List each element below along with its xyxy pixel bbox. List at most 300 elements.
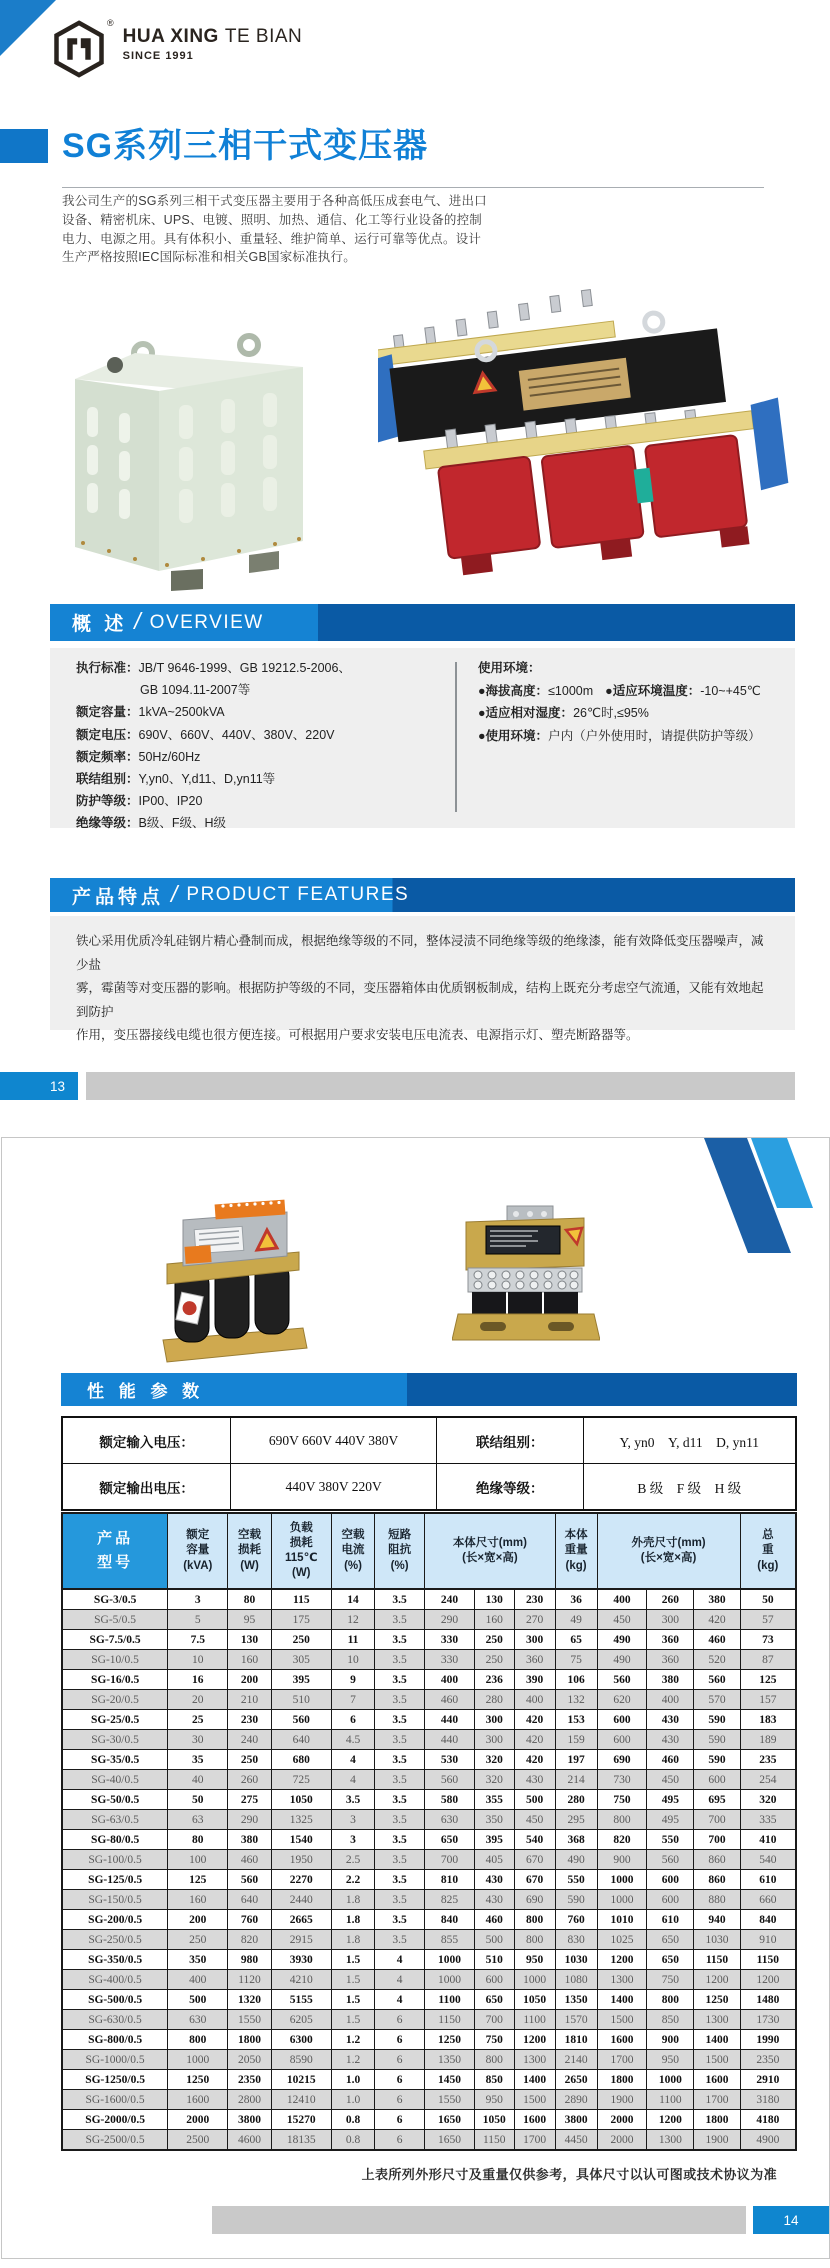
value-cell: 650 [425, 1830, 475, 1850]
value-cell: 3.5 [375, 1650, 425, 1670]
overview-heading-zh: 概 述 [72, 614, 128, 635]
value-cell: 580 [425, 1790, 475, 1810]
value-cell: 1030 [555, 1950, 597, 1970]
overview-spec-line [76, 768, 351, 790]
value-cell: 300 [647, 1610, 694, 1630]
terminal-transformer-image [452, 1204, 600, 1351]
value-cell: 1.8 [331, 1930, 374, 1950]
value-cell: 4 [331, 1770, 374, 1790]
value-cell: 560 [271, 1710, 331, 1730]
value-cell: 4900 [740, 2130, 796, 2151]
value-cell: 250 [474, 1630, 514, 1650]
value-cell: 6 [375, 2070, 425, 2090]
value-cell: 725 [271, 1770, 331, 1790]
spec-label: 额定频率： [76, 749, 139, 764]
value-cell: 15270 [271, 2110, 331, 2130]
env-value: -10~+45℃ [700, 683, 761, 698]
value-cell: 189 [740, 1730, 796, 1750]
value-cell: 0.8 [331, 2110, 374, 2130]
value-cell: 1150 [425, 2010, 475, 2030]
environment-title: 使用环境： [478, 661, 541, 675]
value-cell: 4210 [271, 1970, 331, 1990]
env-label: ●适应环境温度： [605, 683, 701, 698]
features-heading-en: PRODUCT FEATURES [186, 884, 410, 905]
spec-table-row [62, 1970, 796, 1990]
spec-table-row [62, 2110, 796, 2130]
value-cell: 1050 [474, 2110, 514, 2130]
value-cell: 380 [228, 1830, 271, 1850]
value-cell: 290 [425, 1610, 475, 1630]
description-line: 生产严格按照IEC国际标准和相关GB国家标准执行。 [62, 250, 356, 265]
rating-table [61, 1416, 797, 1511]
overview-content-box [50, 648, 795, 831]
value-cell: 440 [425, 1730, 475, 1750]
environment-line [478, 680, 761, 703]
overview-spec-line [76, 701, 351, 723]
value-cell: 16 [168, 1670, 228, 1690]
value-cell: 4 [331, 1750, 374, 1770]
value-cell: 1350 [555, 1990, 597, 2010]
model-cell: SG-150/0.5 [62, 1890, 168, 1910]
catalog-page-13 [0, 0, 830, 1110]
value-cell: 800 [597, 1810, 647, 1830]
value-cell: 400 [597, 1589, 647, 1610]
value-cell: 50 [740, 1589, 796, 1610]
value-cell: 560 [647, 1850, 694, 1870]
value-cell: 160 [228, 1650, 271, 1670]
value-cell: 6 [375, 2110, 425, 2130]
value-cell: 430 [647, 1730, 694, 1750]
value-cell: 550 [647, 1830, 694, 1850]
value-cell: 1200 [694, 1970, 740, 1990]
environment-line [478, 725, 761, 748]
spec-table-row [62, 1870, 796, 1890]
value-cell: 495 [647, 1810, 694, 1830]
value-cell: 2000 [168, 2110, 228, 2130]
value-cell: 1150 [694, 1950, 740, 1970]
brand-logo [52, 20, 302, 78]
value-cell: 355 [474, 1790, 514, 1810]
value-cell: 700 [425, 1850, 475, 1870]
enclosed-transformer-image [63, 323, 315, 603]
value-cell: 1700 [514, 2130, 555, 2151]
value-cell: 3.5 [375, 1850, 425, 1870]
value-cell: 450 [647, 1770, 694, 1790]
value-cell: 65 [555, 1630, 597, 1650]
spec-table-row [62, 1670, 796, 1690]
brand-name-bold: HUA XING [122, 26, 219, 47]
value-cell: 2140 [555, 2050, 597, 2070]
value-cell: 3.5 [375, 1730, 425, 1750]
value-cell: 590 [694, 1750, 740, 1770]
spec-table-row [62, 1810, 796, 1830]
value-cell: 87 [740, 1650, 796, 1670]
value-cell: 1100 [647, 2090, 694, 2110]
overview-column-divider [455, 662, 457, 812]
value-cell: 1300 [514, 2050, 555, 2070]
model-cell: SG-16/0.5 [62, 1670, 168, 1690]
spec-table-row [62, 1890, 796, 1910]
value-cell: 6 [331, 1710, 374, 1730]
overview-spec-line [76, 679, 351, 701]
value-cell: 600 [597, 1730, 647, 1750]
model-cell: SG-500/0.5 [62, 1990, 168, 2010]
value-cell: 730 [597, 1770, 647, 1790]
value-cell: 405 [474, 1850, 514, 1870]
value-cell: 157 [740, 1690, 796, 1710]
value-cell: 3.5 [375, 1610, 425, 1630]
value-cell: 1550 [425, 2090, 475, 2110]
performance-table-body [62, 1589, 796, 2150]
value-cell: 350 [168, 1950, 228, 1970]
value-cell: 6 [375, 2130, 425, 2151]
value-cell: 130 [474, 1589, 514, 1610]
value-cell: 0.8 [331, 2130, 374, 2151]
value-cell: 680 [271, 1750, 331, 1770]
value-cell: 7.5 [168, 1630, 228, 1650]
value-cell: 2650 [555, 2070, 597, 2090]
value-cell: 1500 [597, 2010, 647, 2030]
value-cell: 300 [514, 1630, 555, 1650]
value-cell: 1000 [514, 1970, 555, 1990]
value-cell: 650 [647, 1930, 694, 1950]
product-description [62, 192, 492, 267]
value-cell: 250 [228, 1750, 271, 1770]
spec-value: JB/T 9646-1999、GB 19212.5-2006、 [138, 661, 351, 675]
value-cell: 260 [228, 1770, 271, 1790]
spec-table-row [62, 2030, 796, 2050]
value-cell: 600 [694, 1770, 740, 1790]
value-cell: 840 [740, 1910, 796, 1930]
value-cell: 670 [514, 1870, 555, 1890]
overview-spec-line [76, 657, 351, 679]
value-cell: 305 [271, 1650, 331, 1670]
model-cell: SG-200/0.5 [62, 1910, 168, 1930]
value-cell: 520 [694, 1650, 740, 1670]
value-cell: 160 [168, 1890, 228, 1910]
value-cell: 115 [271, 1589, 331, 1610]
value-cell: 640 [271, 1730, 331, 1750]
value-cell: 3.5 [375, 1810, 425, 1830]
value-cell: 5155 [271, 1990, 331, 2010]
value-cell: 7 [331, 1690, 374, 1710]
value-cell: 2910 [740, 2070, 796, 2090]
value-cell: 560 [228, 1870, 271, 1890]
value-cell: 20 [168, 1690, 228, 1710]
value-cell: 3800 [555, 2110, 597, 2130]
value-cell: 275 [228, 1790, 271, 1810]
value-cell: 880 [694, 1890, 740, 1910]
value-cell: 1050 [271, 1790, 331, 1810]
spec-table-row [62, 1950, 796, 1970]
model-cell: SG-125/0.5 [62, 1870, 168, 1890]
spec-table-row [62, 1930, 796, 1950]
spec-value: 690V、660V、440V、380V、220V [138, 727, 335, 742]
value-cell: 1.2 [331, 2050, 374, 2070]
value-cell: 420 [514, 1710, 555, 1730]
spec-header-no-load-loss: 空载 损耗 (W) [228, 1513, 271, 1589]
spec-label: 联结组别： [76, 772, 139, 787]
value-cell: 1000 [597, 1870, 647, 1890]
value-cell: 700 [694, 1810, 740, 1830]
value-cell: 840 [425, 1910, 475, 1930]
value-cell: 1990 [740, 2030, 796, 2050]
spec-table-row [62, 2010, 796, 2030]
value-cell: 855 [425, 1930, 475, 1950]
value-cell: 280 [474, 1690, 514, 1710]
value-cell: 570 [694, 1690, 740, 1710]
value-cell: 950 [514, 1950, 555, 1970]
rating-value-cell: 690V 660V 440V 380V [231, 1417, 437, 1464]
value-cell: 495 [647, 1790, 694, 1810]
value-cell: 670 [514, 1850, 555, 1870]
value-cell: 1250 [168, 2070, 228, 2090]
value-cell: 1320 [228, 1990, 271, 2010]
value-cell: 540 [740, 1850, 796, 1870]
value-cell: 3930 [271, 1950, 331, 1970]
performance-section-header [61, 1373, 797, 1406]
value-cell: 160 [474, 1610, 514, 1630]
value-cell: 290 [228, 1810, 271, 1830]
value-cell: 3.5 [375, 1930, 425, 1950]
model-cell: SG-100/0.5 [62, 1850, 168, 1870]
value-cell: 550 [555, 1870, 597, 1890]
value-cell: 800 [514, 1910, 555, 1930]
value-cell: 3.5 [375, 1870, 425, 1890]
value-cell: 1.0 [331, 2090, 374, 2110]
env-label: ●使用环境： [478, 728, 549, 743]
spec-header-capacity: 额定 容量 (kVA) [168, 1513, 228, 1589]
spec-label: 绝缘等级： [76, 816, 139, 831]
value-cell: 760 [555, 1910, 597, 1930]
value-cell: 280 [555, 1790, 597, 1810]
value-cell: 3.5 [375, 1589, 425, 1610]
model-cell: SG-800/0.5 [62, 2030, 168, 2050]
value-cell: 1325 [271, 1810, 331, 1830]
spec-table-row [62, 1650, 796, 1670]
value-cell: 440 [425, 1710, 475, 1730]
overview-heading-en: OVERVIEW [149, 611, 264, 633]
value-cell: 590 [694, 1730, 740, 1750]
value-cell: 4600 [228, 2130, 271, 2151]
value-cell: 760 [228, 1910, 271, 1930]
value-cell: 940 [694, 1910, 740, 1930]
brand-text [123, 20, 303, 62]
value-cell: 500 [514, 1790, 555, 1810]
spec-value: 50Hz/60Hz [138, 749, 201, 764]
value-cell: 25 [168, 1710, 228, 1730]
value-cell: 1540 [271, 1830, 331, 1850]
value-cell: 1550 [228, 2010, 271, 2030]
value-cell: 2000 [597, 2110, 647, 2130]
value-cell: 350 [474, 1810, 514, 1830]
value-cell: 2050 [228, 2050, 271, 2070]
value-cell: 1010 [597, 1910, 647, 1930]
page-number-bar-13 [86, 1072, 795, 1100]
value-cell: 270 [514, 1610, 555, 1630]
value-cell: 250 [271, 1630, 331, 1650]
spec-value: GB 1094.11-2007等 [140, 683, 251, 698]
value-cell: 695 [694, 1790, 740, 1810]
rating-table-row [62, 1464, 796, 1511]
feature-line: 雾，霉菌等对变压器的影响。根据防护等级的不同，变压器箱体由优质钢板制成，结构上既充分考虑空气流通，又能有效地起到防护 [76, 981, 764, 1019]
value-cell: 3 [168, 1589, 228, 1610]
value-cell: 820 [597, 1830, 647, 1850]
value-cell: 132 [555, 1690, 597, 1710]
value-cell: 2000 [597, 2130, 647, 2151]
brand-logo-mark-icon [52, 20, 106, 78]
model-cell: SG-630/0.5 [62, 2010, 168, 2030]
value-cell: 460 [425, 1690, 475, 1710]
value-cell: 1000 [425, 1950, 475, 1970]
model-cell: SG-80/0.5 [62, 1830, 168, 1850]
model-cell: SG-2000/0.5 [62, 2110, 168, 2130]
value-cell: 1300 [647, 2130, 694, 2151]
table-footnote: 上表所列外形尺寸及重量仅供参考，具体尺寸以认可图或技术协议为准 [361, 2167, 777, 2182]
brand-since: SINCE 1991 [122, 50, 194, 62]
value-cell: 1.2 [331, 2030, 374, 2050]
value-cell: 1.5 [331, 2010, 374, 2030]
model-cell: SG-35/0.5 [62, 1750, 168, 1770]
value-cell: 1100 [425, 1990, 475, 2010]
value-cell: 4 [375, 1950, 425, 1970]
page-number-badge-14 [753, 2206, 829, 2234]
model-cell: SG-20/0.5 [62, 1690, 168, 1710]
model-cell: SG-400/0.5 [62, 1970, 168, 1990]
spec-table-row [62, 2130, 796, 2151]
spec-table-row [62, 2070, 796, 2090]
value-cell: 10 [331, 1650, 374, 1670]
value-cell: 1800 [597, 2070, 647, 2090]
env-label: ●适应相对湿度： [478, 706, 574, 720]
value-cell: 1600 [168, 2090, 228, 2110]
value-cell: 395 [474, 1830, 514, 1850]
rating-value-cell: Y, yn0 Y, d11 D, yn11 [583, 1417, 796, 1464]
value-cell: 4 [375, 1970, 425, 1990]
value-cell: 800 [514, 1930, 555, 1950]
value-cell: 2800 [228, 2090, 271, 2110]
value-cell: 460 [228, 1850, 271, 1870]
value-cell: 63 [168, 1810, 228, 1830]
value-cell: 6 [375, 2030, 425, 2050]
overview-spec-line [76, 746, 351, 768]
value-cell: 510 [474, 1950, 514, 1970]
page-number-13: 13 [49, 1078, 65, 1094]
value-cell: 1400 [694, 2030, 740, 2050]
value-cell: 1200 [514, 2030, 555, 2050]
model-cell: SG-1000/0.5 [62, 2050, 168, 2070]
spec-header-model: 产品 型号 [62, 1513, 168, 1589]
value-cell: 800 [647, 1990, 694, 2010]
value-cell: 2890 [555, 2090, 597, 2110]
value-cell: 600 [474, 1970, 514, 1990]
value-cell: 10 [168, 1650, 228, 1670]
value-cell: 240 [425, 1589, 475, 1610]
value-cell: 560 [694, 1670, 740, 1690]
overview-section-header [50, 604, 795, 641]
value-cell: 850 [474, 2070, 514, 2090]
value-cell: 500 [474, 1930, 514, 1950]
value-cell: 650 [647, 1950, 694, 1970]
value-cell: 1250 [694, 1990, 740, 2010]
spec-header-total-weight: 总 重 (kg) [740, 1513, 796, 1589]
value-cell: 250 [474, 1650, 514, 1670]
value-cell: 125 [740, 1670, 796, 1690]
value-cell: 660 [740, 1890, 796, 1910]
value-cell: 1.5 [331, 1950, 374, 1970]
value-cell: 810 [425, 1870, 475, 1890]
resin-transformer-image [157, 1194, 309, 1379]
value-cell: 420 [514, 1730, 555, 1750]
value-cell: 630 [168, 2010, 228, 2030]
value-cell: 236 [474, 1670, 514, 1690]
model-cell: SG-3/0.5 [62, 1589, 168, 1610]
model-cell: SG-7.5/0.5 [62, 1630, 168, 1650]
value-cell: 490 [597, 1630, 647, 1650]
value-cell: 3800 [228, 2110, 271, 2130]
value-cell: 360 [647, 1650, 694, 1670]
value-cell: 400 [168, 1970, 228, 1990]
value-cell: 183 [740, 1710, 796, 1730]
value-cell: 3.5 [375, 1910, 425, 1930]
value-cell: 4 [375, 1990, 425, 2010]
value-cell: 600 [647, 1870, 694, 1890]
value-cell: 1300 [597, 1970, 647, 1990]
value-cell: 240 [228, 1730, 271, 1750]
value-cell: 1450 [425, 2070, 475, 2090]
model-cell: SG-25/0.5 [62, 1710, 168, 1730]
value-cell: 11 [331, 1630, 374, 1650]
value-cell: 254 [740, 1770, 796, 1790]
value-cell: 3 [331, 1830, 374, 1850]
value-cell: 750 [647, 1970, 694, 1990]
value-cell: 1200 [647, 2110, 694, 2130]
value-cell: 1.0 [331, 2070, 374, 2090]
value-cell: 18135 [271, 2130, 331, 2151]
value-cell: 1400 [597, 1990, 647, 2010]
value-cell: 590 [694, 1710, 740, 1730]
value-cell: 214 [555, 1770, 597, 1790]
page-number-badge-13 [0, 1072, 78, 1100]
value-cell: 1.5 [331, 1970, 374, 1990]
spec-header-shell-size: 外壳尺寸(mm) (长×宽×高) [597, 1513, 740, 1589]
features-section-header [50, 878, 795, 912]
value-cell: 1250 [425, 2030, 475, 2050]
value-cell: 368 [555, 1830, 597, 1850]
value-cell: 36 [555, 1589, 597, 1610]
value-cell: 1.8 [331, 1890, 374, 1910]
value-cell: 40 [168, 1770, 228, 1790]
value-cell: 380 [647, 1670, 694, 1690]
value-cell: 380 [694, 1589, 740, 1610]
value-cell: 630 [425, 1810, 475, 1830]
value-cell: 200 [228, 1670, 271, 1690]
value-cell: 10215 [271, 2070, 331, 2090]
value-cell: 2.5 [331, 1850, 374, 1870]
value-cell: 230 [514, 1589, 555, 1610]
value-cell: 860 [694, 1850, 740, 1870]
value-cell: 30 [168, 1730, 228, 1750]
value-cell: 825 [425, 1890, 475, 1910]
spec-table-row [62, 1830, 796, 1850]
brand-name-light: TE BIAN [224, 26, 303, 47]
page-title: SG系列三相干式变压器 [62, 127, 429, 165]
model-cell: SG-1600/0.5 [62, 2090, 168, 2110]
feature-line: 铁心采用优质冷轧硅钢片精心叠制而成，根据绝缘等级的不同，整体浸渍不同绝缘等级的绝缘漆，能有效降低变压器噪声，减少盐 [76, 934, 764, 972]
spec-header-body-size: 本体尺寸(mm) (长×宽×高) [425, 1513, 556, 1589]
model-cell: SG-40/0.5 [62, 1770, 168, 1790]
value-cell: 1300 [694, 2010, 740, 2030]
